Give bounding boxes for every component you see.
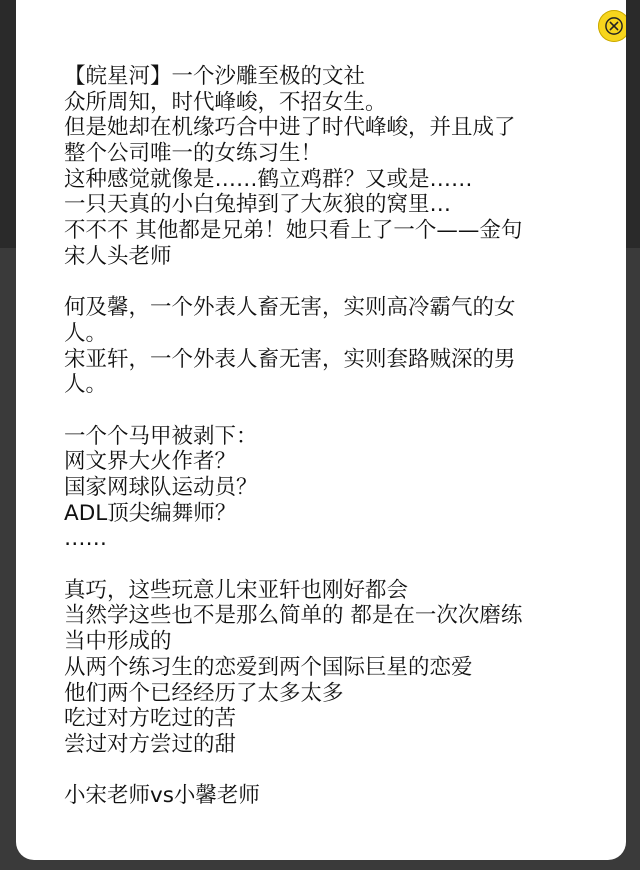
text-line: 宋亚轩，一个外表人畜无害，实则套路贼深的男 [64, 346, 516, 372]
text-popup [16, 0, 626, 860]
blank-line [64, 398, 609, 424]
text-line: 一只天真的小白兔掉到了大灰狼的窝里… [64, 192, 452, 218]
text-line: 人。 [64, 372, 108, 398]
text-line: 众所周知，时代峰峻，不招女生。 [64, 89, 387, 115]
close-button[interactable] [598, 10, 626, 42]
text-line: 网文界大火作者？ [64, 449, 237, 475]
blank-line [64, 552, 609, 578]
text-line: 他们两个已经经历了太多太多 [64, 680, 344, 706]
text-line: 这种感觉就像是……鹤立鸡群？又或是…… [64, 166, 473, 192]
text-line: 整个公司唯一的女练习生！ [64, 141, 323, 167]
text-line: 人。 [64, 320, 108, 346]
text-line: 真巧，这些玩意儿宋亚轩也刚好都会 [64, 577, 409, 603]
text-line: 何及馨，一个外表人畜无害，实则高冷霸气的女 [64, 295, 516, 321]
text-line: ADL顶尖编舞师？ [64, 500, 237, 526]
blank-line [64, 758, 609, 784]
text-line: 国家网球队运动员？ [64, 475, 258, 500]
text-line: 小宋老师vs小馨老师 [64, 783, 260, 809]
text-line: 从两个练习生的恋爱到两个国际巨星的恋爱 [64, 654, 473, 680]
text-line: …… [64, 526, 107, 552]
text-line: 尝过对方尝过的甜 [64, 731, 237, 757]
blank-line [64, 270, 609, 296]
close-icon [605, 17, 623, 35]
text-line: 当然学这些也不是那么简单的 都是在一次次磨练 [64, 603, 523, 629]
text-line: 当中形成的 [64, 629, 172, 655]
text-line: 一个个马甲被剥下： [64, 423, 258, 449]
text-line: 【皖星河】一个沙雕至极的文社 [64, 64, 366, 89]
text-line: 但是她却在机缘巧合中进了时代峰峻，并且成了 [64, 115, 516, 141]
text-line: 宋人头老师 [64, 243, 172, 269]
synopsis-text [64, 64, 609, 809]
text-line: 不不不 其他都是兄弟！她只看上了一个——金句 [64, 218, 523, 244]
text-line: 吃过对方吃过的苦 [64, 706, 237, 732]
